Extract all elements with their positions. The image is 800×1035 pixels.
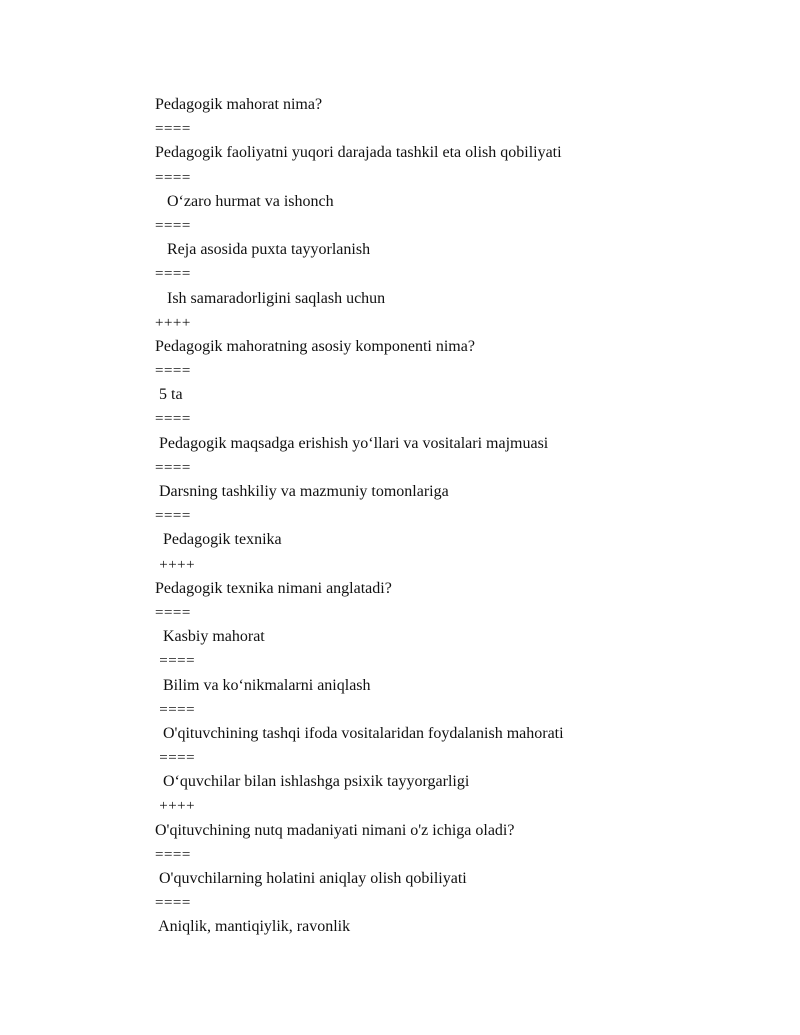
answer-option: Reja asosida puxta tayyorlanish	[155, 241, 371, 259]
question-text: Pedagogik mahorat nima?	[155, 96, 323, 113]
answer-option: Pedagogik maqsadga erishish yo‘llari va vositalari majmuasi	[155, 434, 549, 452]
separator-line: ====	[155, 266, 191, 283]
separator-line: ====	[155, 604, 191, 621]
answer-option: Kasbiy mahorat	[155, 628, 265, 646]
separator-line: ====	[155, 363, 191, 380]
answer-option: Aniqlik, mantiqiylik, ravonlik	[155, 918, 351, 936]
separator-line: ====	[155, 217, 191, 234]
document-body	[155, 93, 755, 940]
answer-option: Darsning tashkiliy va mazmuniy tomonlariga	[155, 483, 449, 500]
separator-line: ====	[155, 750, 196, 767]
separator-line: ++++	[155, 556, 196, 573]
separator-line: ====	[155, 121, 191, 138]
separator-line: ====	[155, 459, 191, 476]
answer-option: Bilim va ko‘nikmalarni aniqlash	[155, 676, 371, 694]
separator-line: ====	[155, 653, 196, 670]
separator-line: ====	[155, 846, 191, 863]
answer-option: Pedagogik texnika	[155, 531, 282, 549]
separator-line: ++++	[155, 314, 191, 331]
question-text: Pedagogik mahoratning asosiy komponenti nima?	[155, 337, 475, 355]
separator-line: ====	[155, 895, 191, 912]
separator-line: ====	[155, 508, 191, 525]
question-text: O'qituvchining nutq madaniyati nimani o'z ichiga oladi?	[155, 821, 515, 839]
answer-option: Pedagogik faoliyatni yuqori darajada tashkil eta olish qobiliyati	[155, 144, 562, 162]
answer-option: O‘quvchilar bilan ishlashga psixik tayyorgarligi	[155, 773, 470, 791]
separator-line: ++++	[155, 798, 196, 815]
answer-option: O‘zaro hurmat va ishonch	[155, 192, 334, 210]
question-text: Pedagogik texnika nimani anglatadi?	[155, 579, 392, 597]
separator-line: ====	[155, 701, 196, 718]
answer-option: O'qituvchining tashqi ifoda vositalaridan foydalanish mahorati	[155, 724, 564, 742]
answer-option: 5 ta	[155, 386, 183, 404]
separator-line: ====	[155, 169, 191, 186]
answer-option: O'quvchilarning holatini aniqlay olish qobiliyati	[155, 870, 467, 887]
answer-option: Ish samaradorligini saqlash uchun	[155, 289, 386, 307]
separator-line: ====	[155, 411, 191, 428]
